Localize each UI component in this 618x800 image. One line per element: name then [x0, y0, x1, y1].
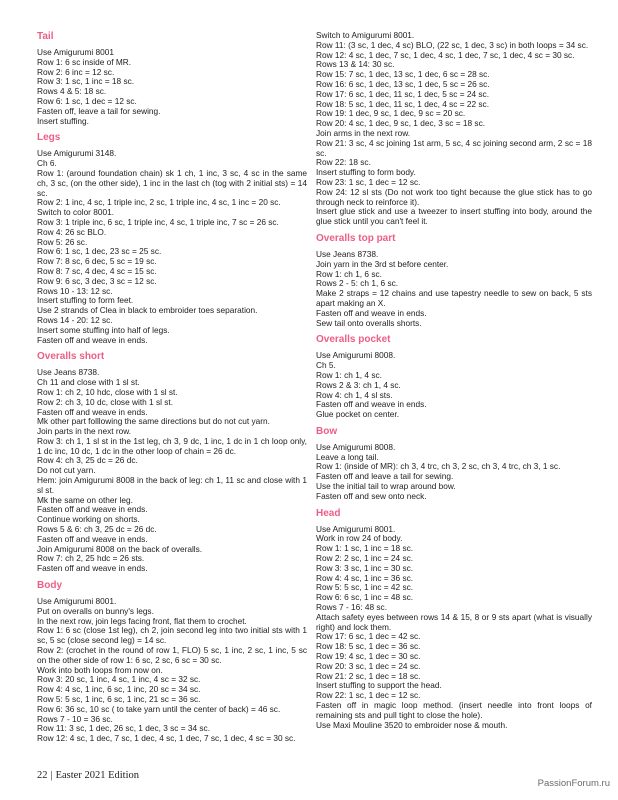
instruction-line: Row 6: 36 sc, 10 sc ( to take yarn until the center of back) = 46 sc.	[37, 703, 281, 714]
instruction-line: Fasten off and sew onto neck.	[316, 490, 427, 501]
instruction-line: Row 4: 26 sc BLO.	[37, 226, 107, 237]
instruction-line: Join Amigurumi 8008 on the back of overalls.	[37, 543, 203, 554]
instruction-line: Row 2: 1 inc, 4 sc, 1 triple inc, 2 sc, 1 triple inc, 4 sc, 1 inc = 20 sc.	[37, 197, 281, 208]
instruction-line: Use Amigurumi 8001.	[37, 596, 117, 607]
instruction-line: Row 6: 1 sc, 1 dec = 12 sc.	[37, 95, 137, 106]
instruction-line: Work into both loops from now on.	[37, 664, 163, 675]
instruction-line: Row 2: 6 inc = 12 sc.	[37, 66, 115, 77]
instruction-line: Rows 13 & 14: 30 sc.	[316, 59, 395, 70]
instruction-line: Leave a long tail.	[316, 451, 379, 462]
section-head	[316, 508, 592, 731]
watermark: PassionForum.ru	[537, 778, 610, 789]
section-heading: Body	[37, 580, 62, 592]
instruction-line: Row 3: 1 triple inc, 6 sc, 1 triple inc, 4 sc, 1 triple inc, 7 sc = 26 sc.	[37, 216, 279, 227]
instruction-line: Row 1: 1 sc, 1 inc = 18 sc.	[316, 543, 414, 554]
instruction-line: Glue pocket on center.	[316, 409, 400, 420]
instruction-line: Row 19: 1 dec, 9 sc, 1 dec, 9 sc = 20 sc.	[316, 108, 466, 119]
instruction-line: Fasten off, leave a tail for sewing.	[37, 105, 161, 116]
instruction-line: Row 21: 3 sc, 4 sc joining 1st arm, 5 sc, 4 sc joining second arm, 2 sc = 18 sc.	[316, 137, 592, 158]
instruction-line: Row 20: 4 sc, 1 dec, 9 sc, 1 dec, 3 sc = 18 sc.	[316, 118, 486, 129]
instruction-line: Row 16: 6 sc, 1 dec, 13 sc, 1 dec, 5 sc = 26 sc.	[316, 78, 490, 89]
instruction-line: Row 6: 6 sc, 1 inc = 48 sc.	[316, 592, 414, 603]
instruction-line: Ch 11 and close with 1 sl st.	[37, 377, 140, 388]
page-number: 22	[37, 770, 48, 781]
section-heading: Bow	[316, 425, 338, 437]
instruction-line: Row 11: 3 sc, 1 dec, 26 sc, 1 dec, 3 sc = 34 sc.	[37, 723, 211, 734]
instruction-line: Row 9: 6 sc, 3 dec, 3 sc = 12 sc.	[37, 275, 157, 286]
instruction-line: Row 2: (crochet in the round of row 1, FLO) 5 sc, 1 inc, 2 sc, 1 inc, 5 sc on the other side of row 1: 6 sc, 2 sc, 6 sc = 30 sc.	[37, 645, 307, 665]
instruction-line: Rows 14 - 20: 12 sc.	[37, 314, 113, 325]
section-overalls-pocket	[316, 334, 592, 420]
instruction-line: Rows 4 & 5: 18 sc.	[37, 86, 107, 97]
instruction-line: Row 12: 4 sc, 1 dec, 7 sc, 1 dec, 4 sc, 1 dec, 7 sc, 1 dec, 4 sc = 30 sc.	[37, 733, 296, 744]
instruction-line: Row 7: 8 sc, 6 dec, 5 sc = 19 sc.	[37, 256, 157, 267]
instruction-line: Rows 7 - 10 = 36 sc.	[37, 713, 113, 724]
instruction-line: Rows 7 - 16: 48 sc.	[316, 602, 388, 613]
section-overalls-top-part	[316, 233, 592, 328]
instruction-line: Row 2: ch 3, 10 dc, close with 1 sl st.	[37, 396, 174, 407]
footer-separator: |	[50, 770, 53, 781]
instruction-line: Use Amigurumi 8001	[37, 47, 115, 57]
instruction-line: Use Amigurumi 3148.	[37, 148, 117, 159]
instruction-line: Fasten off and weave in ends.	[37, 406, 148, 417]
instruction-line: Insert glue stick and use a tweezer to insert stuffing into body, around the glue stick until you can't feel it.	[316, 206, 592, 227]
instruction-line: Rows 2 & 3: ch 1, 4 sc.	[316, 379, 401, 390]
instruction-line: Put on overalls on bunny's legs.	[37, 605, 154, 616]
section-heading: Overalls top part	[316, 232, 396, 244]
instruction-line: Row 19: 4 sc, 1 dec = 30 sc.	[316, 651, 421, 662]
instruction-line: Row 8: 7 sc, 4 dec, 4 sc = 15 sc.	[37, 265, 157, 276]
section-legs	[37, 132, 307, 345]
instruction-line: Switch to color 8001.	[37, 207, 115, 218]
instruction-line: Row 1: (around foundation chain) sk 1 ch, 1 inc, 3 sc, 4 sc in the same ch, 3 sc, (on the other side), 1 inc in the last ch (tog with 2 initial sts) = 14 sc.	[37, 167, 307, 198]
instruction-line: Fasten off and weave in ends.	[37, 504, 148, 515]
instruction-line: Row 18: 5 sc, 1 dec = 36 sc.	[316, 641, 421, 652]
instruction-line: Row 5: 26 sc.	[37, 236, 88, 247]
instruction-line: Ch 6.	[37, 158, 57, 169]
instruction-line: Row 21: 2 sc, 1 dec = 18 sc.	[316, 670, 421, 681]
section-heading: Overalls short	[37, 351, 105, 363]
instruction-line: Fasten off and leave a tail for sewing.	[316, 471, 454, 482]
instruction-line: Row 7: ch 2, 25 hdc = 26 sts.	[37, 553, 145, 564]
instruction-line: Mk other part folllowing the same directions but do not cut yarn.	[37, 416, 270, 427]
instruction-line: Row 1: 6 sc inside of MR.	[37, 56, 132, 67]
instruction-line: Row 3: 20 sc, 1 inc, 4 sc, 1 inc, 4 sc = 32 sc.	[37, 674, 201, 685]
instruction-line: Join arms in the next row.	[316, 127, 411, 138]
instruction-line: Use Amigurumi 8008.	[316, 350, 396, 361]
instruction-line: Row 4: ch 3, 25 dc = 26 dc.	[37, 455, 138, 466]
instruction-line: Row 3: 1 sc, 1 inc = 18 sc.	[37, 76, 135, 87]
instruction-line: In the next row, join legs facing front, flat them to crochet.	[37, 615, 247, 626]
instruction-line: Sew tail onto overalls shorts.	[316, 317, 422, 328]
instruction-line: Rows 5 & 6: ch 3, 25 dc = 26 dc.	[37, 524, 157, 535]
instruction-line: Continue working on shorts.	[37, 514, 140, 525]
instruction-line: Insert some stuffing into half of legs.	[37, 324, 170, 335]
left-column	[37, 31, 307, 750]
instruction-line: Row 6: 1 sc, 1 dec, 23 sc = 25 sc.	[37, 246, 162, 257]
instruction-line: Insert stuffing to support the head.	[316, 680, 442, 691]
instruction-line: Row 23: 1 sc, 1 dec = 12 sc.	[316, 176, 421, 187]
instruction-line: Row 2: 2 sc, 1 inc = 24 sc.	[316, 553, 414, 564]
instruction-line: Use Jeans 8738.	[316, 248, 379, 259]
instruction-line: Row 4: 4 sc, 1 inc = 36 sc.	[316, 572, 414, 583]
instruction-line: Insert stuffing to form feet.	[37, 295, 134, 306]
instruction-line: Row 17: 6 sc, 1 dec, 11 sc, 1 dec, 5 sc = 24 sc.	[316, 88, 490, 99]
instruction-line: Do not cut yarn.	[37, 465, 96, 476]
section-bow	[316, 426, 592, 502]
instruction-line: Row 17: 6 sc, 1 dec = 42 sc.	[316, 631, 421, 642]
instruction-line: Rows 10 - 13: 12 sc.	[37, 285, 113, 296]
instruction-line: Row 3: ch 1, 1 sl st in the 1st leg, ch 3, 9 dc, 1 inc, 1 dc in 1 ch loop only, 1 dc inc, 10 dc, 1 dc in the other loop of chain = 26 dc.	[37, 435, 307, 456]
instruction-line: Fasten off and weave in ends.	[316, 399, 427, 410]
instruction-line: Attach safety eyes between rows 14 & 15, 8 or 9 sts apart (what is visually right) and lock them.	[316, 611, 592, 632]
instruction-line: Row 3: 3 sc, 1 inc = 30 sc.	[316, 562, 414, 573]
instruction-line: Mk the same on other leg.	[37, 494, 133, 505]
page-footer	[37, 770, 139, 781]
instruction-line: Insert stuffing.	[37, 115, 89, 126]
instruction-line: Row 24: 12 sl sts (Do not work too tight because the glue stick has to go through neck to reinforce it).	[316, 186, 592, 207]
instruction-line: Row 1: ch 1, 4 sc.	[316, 369, 382, 380]
edition-label: Easter 2021 Edition	[55, 770, 140, 781]
instruction-line: Row 11: (3 sc, 1 dec, 4 sc) BLO, (22 sc, 1 dec, 3 sc) in both loops = 34 sc.	[316, 39, 589, 50]
instruction-line: Use 2 strands of Clea in black to embroider toes separation.	[37, 305, 258, 316]
instruction-line: Ch 5.	[316, 360, 336, 371]
instruction-line: Row 12: 4 sc, 1 dec, 7 sc, 1 dec, 4 sc, 1 dec, 7 sc, 1 dec, 4 sc = 30 sc.	[316, 49, 575, 60]
instruction-line: Row 15: 7 sc, 1 dec, 13 sc, 1 dec, 6 sc = 28 sc.	[316, 69, 490, 80]
instruction-line: Row 22: 18 sc.	[316, 157, 371, 168]
instruction-line: Row 1: 6 sc (close 1st leg), ch 2, join second leg into two initial sts with 1 sc, 5 sc (close second leg) = 14 sc.	[37, 625, 307, 646]
instruction-line: Hem: join Amigurumi 8008 in the back of leg: ch 1, 11 sc and close with 1 sl st.	[37, 475, 307, 495]
instruction-line: Row 1: ch 1, 6 sc.	[316, 268, 382, 279]
instruction-line: Row 4: 4 sc, 1 inc, 6 sc, 1 inc, 20 sc = 34 sc.	[37, 684, 201, 695]
right-column	[316, 31, 592, 736]
instruction-line: Row 5: 5 sc, 1 inc, 6 sc, 1 inc, 21 sc = 36 sc.	[37, 694, 201, 705]
section-tail	[37, 31, 307, 126]
instruction-line: Fasten off and weave in ends.	[37, 563, 148, 574]
section-heading: Overalls pocket	[316, 334, 391, 346]
section-continued	[316, 31, 592, 227]
instruction-line: Row 1: (inside of MR): ch 3, 4 trc, ch 3, 2 sc, ch 3, 4 trc, ch 3, 1 sc.	[316, 461, 561, 472]
section-heading: Head	[316, 507, 341, 519]
instruction-line: Fasten off and weave in ends.	[37, 533, 148, 544]
instruction-line: Row 1: ch 2, 10 hdc, close with 1 sl st.	[37, 386, 178, 397]
instruction-line: Use Jeans 8738.	[37, 367, 100, 378]
instruction-line: Rows 2 - 5: ch 1, 6 sc.	[316, 278, 399, 289]
instruction-line: Make 2 straps = 12 chains and use tapestry needle to sew on back, 5 sts apart making an X.	[316, 288, 592, 308]
section-heading: Legs	[37, 132, 61, 144]
instruction-line: Work in row 24 of body.	[316, 533, 403, 544]
instruction-line: Row 22: 1 sc, 1 dec = 12 sc.	[316, 690, 421, 701]
instruction-line: Insert stuffing to form body.	[316, 167, 416, 178]
instruction-line: Fasten off in magic loop method. (insert needle into front loops of remaining sts and pull tight to close the hole).	[316, 700, 592, 720]
instruction-line: Switch to Amigurumi 8001.	[316, 30, 415, 40]
section-heading: Tail	[37, 31, 54, 42]
section-overalls-short	[37, 351, 307, 574]
instruction-line: Row 4: ch 1, 4 sl sts.	[316, 389, 393, 400]
instruction-line: Use Amigurumi 8001.	[316, 523, 396, 534]
instruction-line: Row 5: 5 sc, 1 inc = 42 sc.	[316, 582, 414, 593]
instruction-line: Use the initial tail to wrap around bow.	[316, 481, 456, 492]
instruction-line: Use Maxi Mouline 3520 to embroider nose & mouth.	[316, 719, 508, 730]
instruction-line: Fasten off and weave in ends.	[316, 307, 427, 318]
instruction-line: Row 18: 5 sc, 1 dec, 11 sc, 1 dec, 4 sc = 22 sc.	[316, 98, 490, 109]
section-body	[37, 580, 307, 744]
instruction-line: Use Amigurumi 8008.	[316, 441, 396, 452]
instruction-line: Join parts in the next row.	[37, 426, 132, 437]
instruction-line: Fasten off and weave in ends.	[37, 334, 148, 345]
instruction-line: Row 20: 3 sc, 1 dec = 24 sc.	[316, 660, 421, 671]
instruction-line: Join yarn in the 3rd st before center.	[316, 258, 449, 269]
